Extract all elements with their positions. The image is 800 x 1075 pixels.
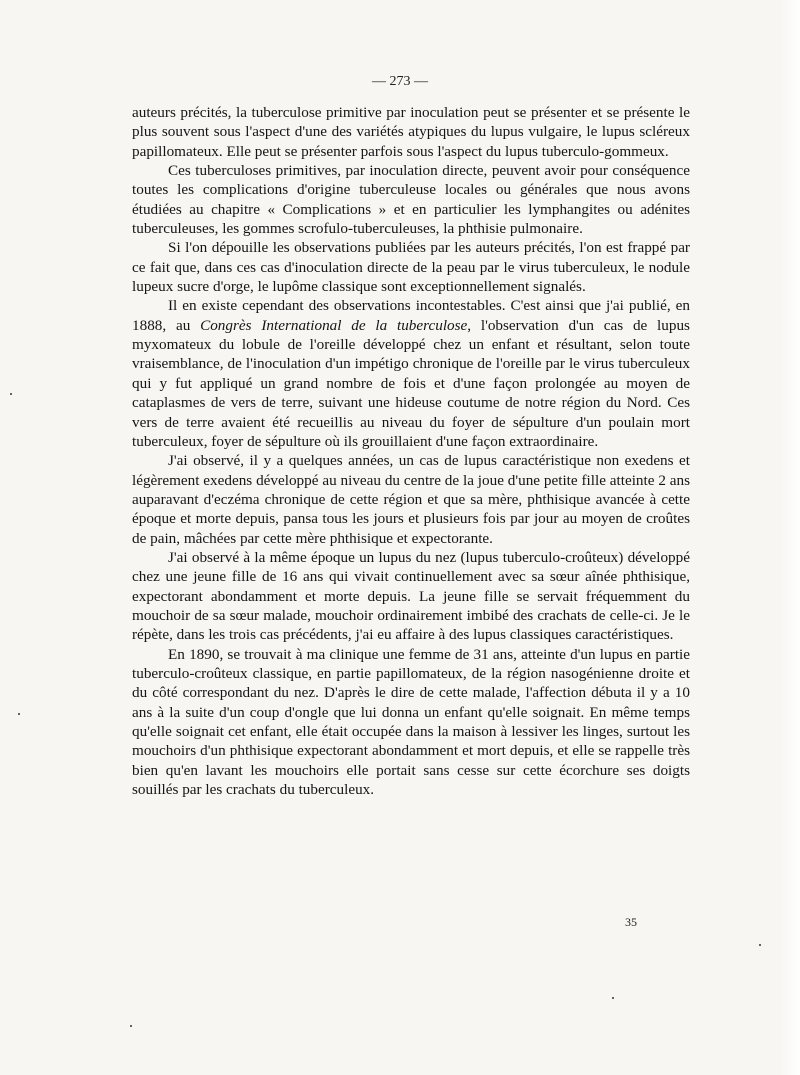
paragraph-7: En 1890, se trouvait à ma clinique une femme de 31 ans, atteinte d'un lupus en partie tuberculo-croûteux classique, en partie papillomateux, de la région nasogénienne droite et du côté correspondant du nez. D'après le dire de cette malade, l'affection débuta il y a 10 ans à la suite d'un coup d'ongle que lui donna un enfant qu'elle soignait. En même temps qu'elle soignait cet enfant, elle était occupée dans la maison à lessiver les linges, surtout les mouchoirs d'un phthisique expectorant abondamment et mort depuis, et elle se rappelle très bien qu'en lavant les mouchoirs elle portait sans cesse sur cette écorchure ses doigts souillés par les crachats du tuberculeux.	[132, 645, 690, 799]
paragraph-2: Ces tuberculoses primitives, par inoculation directe, peuvent avoir pour conséquence toutes les complications d'origine tuberculeuse locales ou générales que nous avons étudiées au chapitre « Complications » et en particulier les lymphangites ou adénites tuberculeuses, les gommes scrofulo-tuberculeuses, la phthisie pulmonaire.	[132, 162, 690, 238]
paragraph-5: J'ai observé, il y a quelques années, un cas de lupus caractéristique non exedens et légèrement exedens développé au niveau du centre de la joue d'une petite fille atteinte 2 ans auparavant d'eczéma chronique de cette région et que sa mère, phthisique avancée à cette époque et morte depuis, pansa tous les jours et plusieurs fois par jour au moyen de croûtes de pain, mâchées par cette mère phthisique et expectorante.	[132, 452, 690, 547]
congress-title: Congrès International de la tuberculose	[200, 316, 468, 334]
paragraph-4-rest: , l'observation d'un cas de lupus myxomateux du lobule de l'oreille développé chez un enfant et résultant, selon toute vraisemblance, de l'inoculation d'un impétigo chronique de l'oreille par le virus tuberculeux qui y fut appliqué un grand nombre de fois et d'une façon prolongée au moyen de cataplasmes de vers de terre, suivant une hideuse coutume de notre région du Nord. Ces vers de terre avaient été recueillis au niveau du foyer de sépulture d'un poulain mort tuberculeux, foyer de sépulture où ils grouillaient d'une façon extraordinaire.	[132, 316, 690, 450]
paragraph-4-lead: Il en existe cependant des observations incontestables. C'est ainsi que j'ai publié, en 1888, au	[132, 297, 690, 334]
paragraph-3: Si l'on dépouille les observations publiées par les auteurs précités, l'on est frappé par ce fait que, dans ces cas d'inoculation directe de la peau par le virus tuberculeux, le nodule lupeux sucre d'orge, le lupôme classique sont exceptionnellement signalés.	[132, 239, 690, 296]
scan-speck	[18, 713, 20, 715]
paragraph-4	[132, 296, 690, 451]
scan-speck	[612, 997, 614, 999]
scan-speck	[759, 944, 761, 946]
paragraph-1: auteurs précités, la tuberculose primitive par inoculation peut se présenter et se présente le plus souvent sous l'aspect d'une des variétés atypiques du lupus vulgaire, le lupus scléreux papillomateux. Elle peut se présenter parfois sous l'aspect du lupus tuberculo-gommeux.	[132, 104, 690, 160]
paragraph-6: J'ai observé à la même époque un lupus du nez (lupus tuberculo-croûteux) développé chez une jeune fille de 16 ans qui vivait continuellement avec sa sœur aînée phthisique, expectorant abondamment et morte depuis. La jeune fille se servait fréquemment du mouchoir de sa sœur malade, mouchoir ordinairement imbibé des crachats de celle-ci. Je le répète, dans les trois cas précédents, j'ai eu affaire à des lupus classiques caractéristiques.	[132, 548, 690, 644]
scan-speck	[130, 1025, 132, 1027]
scan-speck	[10, 393, 12, 395]
page-number: — 273 —	[372, 74, 428, 89]
body-text	[132, 103, 690, 799]
sheet-number: 35	[625, 915, 637, 929]
